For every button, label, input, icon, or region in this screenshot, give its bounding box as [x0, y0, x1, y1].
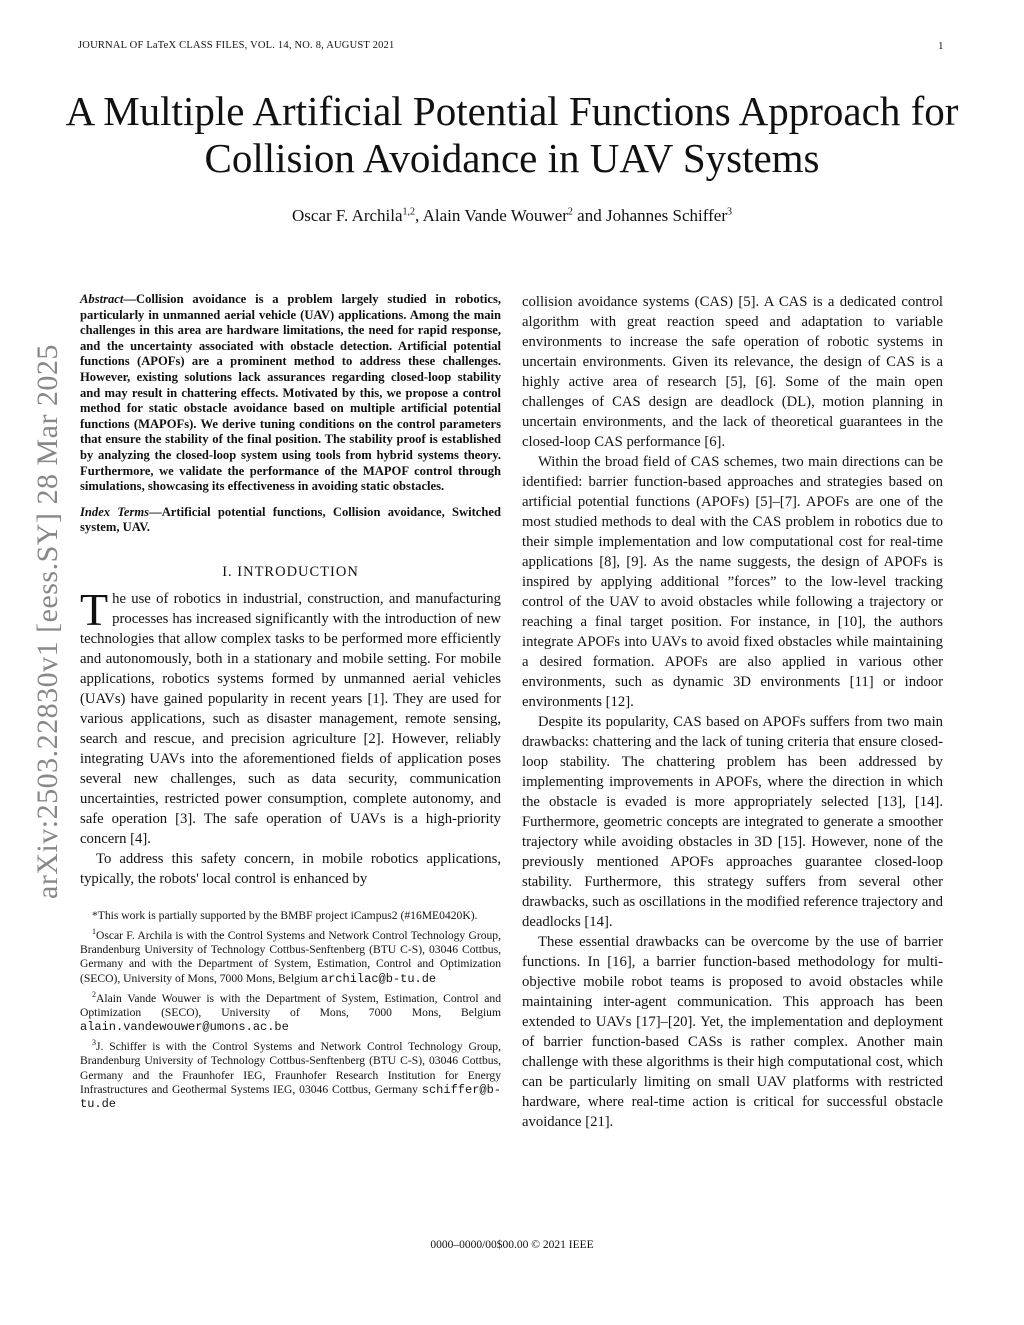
- index-terms: [80, 505, 501, 536]
- left-column: [80, 292, 501, 1113]
- author-3-affil: 3: [726, 206, 732, 218]
- footnote-1-mark: 1: [92, 927, 96, 937]
- intro-paragraph-1: [80, 583, 501, 849]
- page-number: 1: [938, 40, 944, 52]
- footnote-3-email[interactable]: schiffer@b-tu.de: [80, 1082, 501, 1111]
- author-1-affil: 1,2: [402, 206, 416, 218]
- index-terms-text: —Artificial potential functions, Collision avoidance, Switched system, UAV.: [80, 504, 501, 535]
- right-paragraph-2: Within the broad field of CAS schemes, two main directions can be identified: barrier function-based approaches and strategies based on artificial potential functions (APOFs) [5]–[7]. APOFs are one of the most studied methods to deal with the CAS problem in robotics due to their simple implementation and low computational cost for real-time applications [8], [9]. As the name suggests, the design of APOFs is inspired by applying additional ”forces” to the low-level tracking control of the UAV to avoid obstacles while following a trajectory or reaching a final target position. For instance, in [10], the authors integrate APOFs into UAVs to avoid fixed obstacles while maintaining a desired formation. APOFs are also applied in various other environments, such as dynamic 3D environments [11] or indoor environments [12].: [522, 454, 943, 710]
- footnote-funding: *This work is partially supported by the BMBF project iCampus2 (#16ME0420K).: [92, 908, 478, 922]
- index-terms-label: Index Terms: [80, 504, 150, 519]
- footnote-2: [80, 988, 501, 1034]
- footnote-3-mark: 3: [92, 1038, 96, 1048]
- paper-title: A Multiple Artificial Potential Functions Approach for Collision Avoidance in UAV Systems: [65, 88, 959, 181]
- footnote-1: [80, 925, 501, 986]
- abstract: [80, 292, 501, 495]
- footnote-1-text: Oscar F. Archila is with the Control Systems and Network Control Technology Group, Brandenburg University of Technology Cottbus-Senftenberg (BTU C-S), 03046 Cottbus, Germany and with the Department of System, Estimation, Control and Optimization (SECO), University of Mons, 7000 Mons, Belgium: [80, 928, 501, 985]
- footnote-2-text: Alain Vande Wouwer is with the Department of System, Estimation, Control and Optimization (SECO), University of Mons, 7000 Mons, Belgium: [80, 991, 501, 1019]
- footnote-3: [80, 1036, 501, 1111]
- copyright-footer: 0000–0000/00$00.00 © 2021 IEEE: [430, 1239, 594, 1251]
- footnote-3-text: J. Schiffer is with the Control Systems and Network Control Technology Group, Brandenburg University of Technology Cottbus-Senftenberg (BTU C-S), 03046 Cottbus, Germany and the Fraunhofer IEG, Fraunhofer Research Institution for Energy Infrastructures and Geothermal Systems IEG, 03046 Cottbus, Germany: [80, 1040, 501, 1096]
- abstract-label: Abstract: [80, 292, 124, 306]
- author-1: Oscar F. Archila: [292, 206, 403, 225]
- abstract-text: —Collision avoidance is a problem largely studied in robotics, particularly in unmanned aerial vehicle (UAV) applications. Among the main challenges in this area are hardware limitations, the need for rapid response, and the uncertainty associated with obstacle detection. Artificial potential functions (APOFs) are a prominent method to address these challenges. However, existing solutions lack assurances regarding closed-loop stability and may result in chattering effects. Motivated by this, we propose a control method for static obstacle avoidance based on multiple artificial potential functions (MAPOFs). We derive tuning conditions on the control parameters that ensure the stability of the final position. The stability proof is established by analyzing the closed-loop system using tools from hybrid systems theory. Furthermore, we validate the performance of the MAPOF control through simulations, showcasing its effectiveness in avoiding static obstacles.: [80, 292, 501, 494]
- section-heading-introduction: I. INTRODUCTION: [222, 563, 359, 580]
- footnotes: [80, 909, 501, 1111]
- author-2: , Alain Vande Wouwer: [415, 206, 568, 225]
- drop-cap: T: [80, 583, 109, 635]
- author-line: [60, 206, 964, 226]
- intro-paragraph-1-text: he use of robotics in industrial, construction, and manufacturing processes has increased significantly with the introduction of new technologies that allow complex tasks to be performed more efficiently and autonomously, both in a stationary and mobile setting. For mobile applications, robotics systems formed by unmanned aerial vehicles (UAVs) have gained popularity in recent years [1]. They are used for various applications, such as disaster management, remote sensing, search and rescue, and precision agriculture [2]. However, reliably integrating UAVs into the aforementioned fields of application poses several new challenges, such as data security, communication uncertainties, restricted power consumption, complete autonomy, and safe operation [3]. The safe operation of UAVs is a high-priority concern [4].: [80, 590, 501, 847]
- footnote-1-email[interactable]: archilac@b-tu.de: [320, 971, 437, 986]
- right-paragraph-3: Despite its popularity, CAS based on APOFs suffers from two main drawbacks: chattering and the lack of tuning criteria that ensure closed-loop stability. The chattering problem has been addressed by implementing improvements in APOFs, where the direction in which the obstacle is evaded is more appropriately selected [13], [14]. Furthermore, geometric concepts are integrated to generate a smoother trajectory while avoiding obstacles in 3D [15]. However, none of the previously mentioned APOFs approaches guarantee closed-loop stability. Furthermore, this strategy suffers from several other drawbacks, such as oscillations in the modified reference trajectory and deadlocks [14].: [522, 714, 943, 930]
- author-3: and Johannes Schiffer: [572, 206, 727, 225]
- footnote-2-mark: 2: [92, 989, 96, 999]
- running-head: JOURNAL OF LaTeX CLASS FILES, VOL. 14, NO. 8, AUGUST 2021: [78, 40, 395, 51]
- footnote-2-email[interactable]: alain.vandewouwer@umons.ac.be: [80, 1020, 289, 1035]
- arxiv-side-stamp: arXiv:2503.22830v1 [eess.SY] 28 Mar 2025: [31, 344, 64, 899]
- right-paragraph-4: These essential drawbacks can be overcome by the use of barrier functions. In [16], a barrier function-based methodology for multi-objective mobile robot teams is proposed to avoid obstacles while maintaining inter-agent communication. This approach has been extended to UAVs [17]–[20]. Yet, the implementation and deployment of barrier function-based CASs is rather complex. Another main challenge with these algorithms is their high computational cost, which can be particularly limiting on small UAV platforms with restricted hardware, where real-time action is critical for successful obstacle avoidance [21].: [522, 934, 943, 1130]
- intro-paragraph-2: To address this safety concern, in mobile robotics applications, typically, the robots' local control is enhanced by: [80, 850, 501, 887]
- right-column: [522, 292, 943, 1132]
- author-2-affil: 2: [567, 206, 573, 218]
- right-paragraph-1: collision avoidance systems (CAS) [5]. A CAS is a dedicated control algorithm with great reaction speed and adaptation to variable environments to increase the safe operation of robotic systems in uncertain environments. Given its relevance, the design of CAS is a highly active area of research [5], [6]. Some of the main open challenges of CAS design are deadlock (DL), motion planning in uncertain environments, and the lack of theoretical guarantees in the closed-loop CAS performance [6].: [522, 294, 943, 450]
